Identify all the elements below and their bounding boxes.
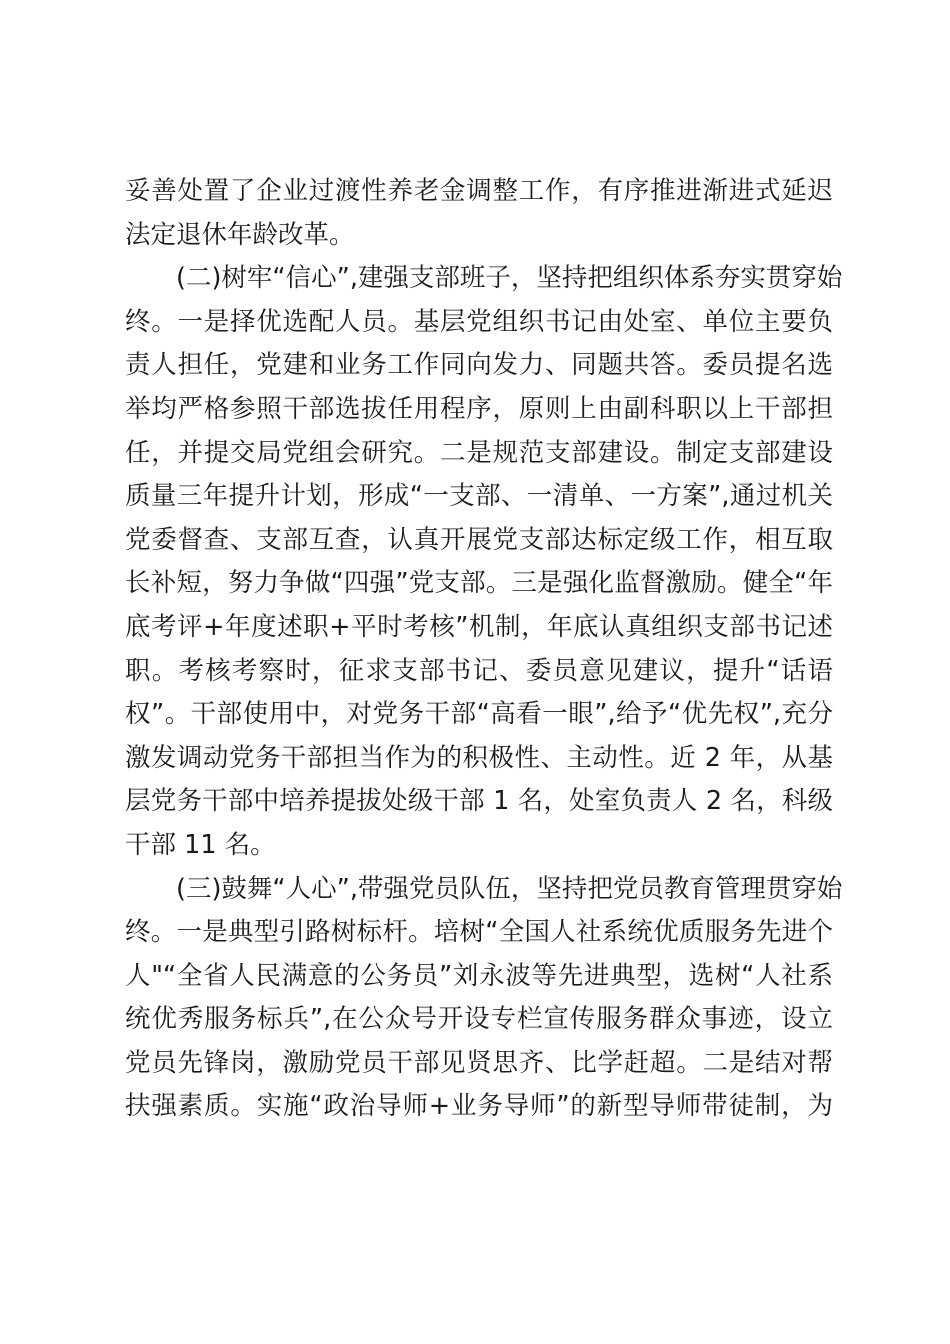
text-line: 扶强素质。实施“政治导师+业务导师”的新型导师带徒制，为: [125, 1091, 833, 1122]
text-line: 权”。干部使用中，对党务干部“高看一眼”,给予“优先权”,充分: [125, 699, 833, 730]
text-line: 激发调动党务干部担当作为的积极性、主动性。近 2 年，从基: [125, 742, 833, 773]
text-line: 举均严格参照干部选拔任用程序，原则上由副科职以上干部担: [125, 393, 833, 424]
text-line: 终。一是择优选配人员。基层党组织书记由处室、单位主要负: [125, 306, 833, 337]
paragraph-continuation: [125, 170, 833, 257]
paragraph-section-3: [125, 868, 843, 1130]
section-heading-line: (三)鼓舞“人心”,带强党员队伍，坚持把党员教育管理贯穿始: [176, 873, 843, 904]
text-line: 党员先锋岗，激励党员干部见贤思齐、比学赶超。二是结对帮: [125, 1047, 833, 1078]
text-line: 终。一是典型引路树标杆。培树“全国人社系统优质服务先进个: [125, 917, 833, 948]
section-heading-line: (二)树牢“信心”,建强支部班子，坚持把组织体系夯实贯穿始: [176, 263, 843, 294]
text-line: 党委督查、支部互查，认真开展党支部达标定级工作，相互取: [125, 524, 833, 555]
text-line: 人"“全省人民满意的公务员”刘永波等先进典型，选树“人社系: [125, 960, 833, 991]
text-line: 法定退休年龄改革。: [125, 219, 355, 250]
text-line: 质量三年提升计划，形成“一支部、一清单、一方案”,通过机关: [125, 481, 833, 512]
text-line: 妥善处置了企业过渡性养老金调整工作，有序推进渐进式延迟: [125, 176, 833, 206]
text-line: 层党务干部中培养提拔处级干部 1 名，处室负责人 2 名，科级: [125, 786, 833, 817]
text-line: 责人担任，党建和业务工作同向发力、同题共答。委员提名选: [125, 350, 833, 381]
document-body: [125, 170, 843, 1129]
text-line: 职。考核考察时，征求支部书记、委员意见建议，提升“话语: [125, 655, 833, 686]
text-line: 底考评+年度述职+平时考核”机制，年底认真组织支部书记述: [125, 611, 833, 642]
text-line: 干部 11 名。: [125, 829, 276, 860]
text-line: 长补短，努力争做“四强”党支部。三是强化监督激励。健全“年: [125, 568, 833, 599]
text-line: 统优秀服务标兵”,在公众号开设专栏宣传服务群众事迹，设立: [125, 1004, 833, 1035]
paragraph-section-2: [125, 257, 843, 867]
text-line: 任，并提交局党组会研究。二是规范支部建设。制定支部建设: [125, 437, 833, 468]
